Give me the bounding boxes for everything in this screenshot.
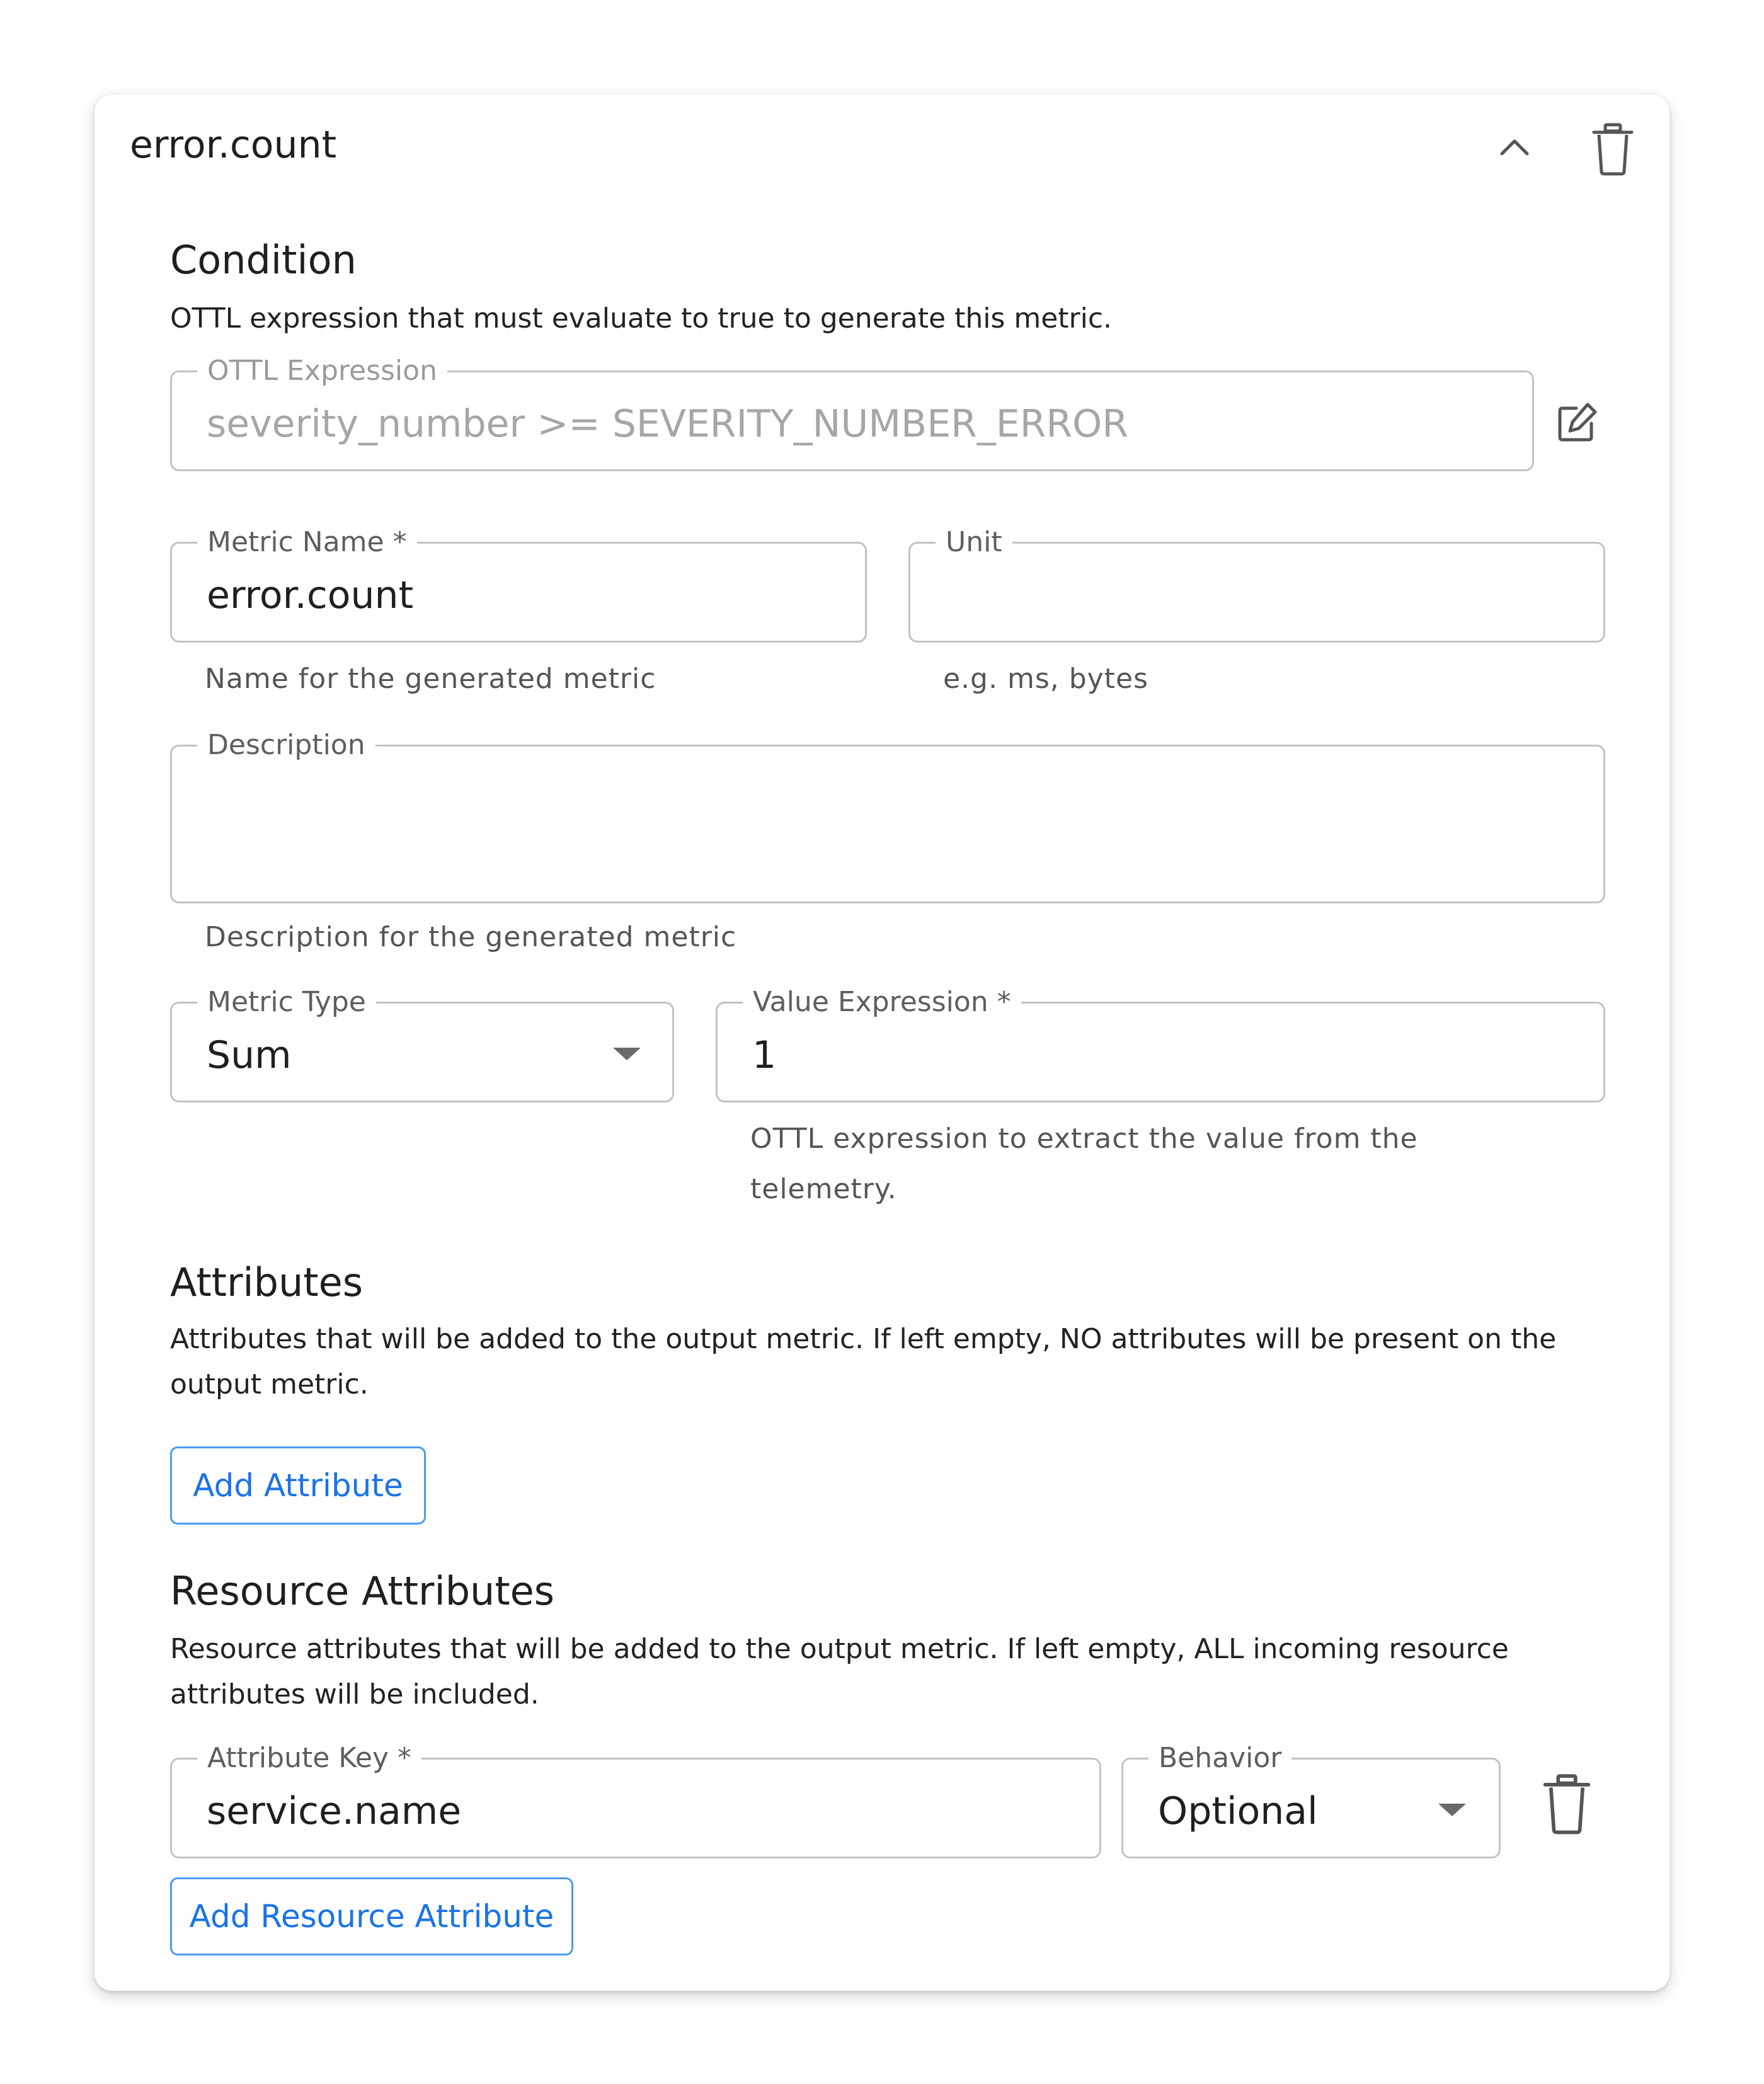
condition-description: OTTL expression that must evaluate to true to generate this metric. bbox=[170, 302, 1113, 335]
ottl-expression-value: severity_number >= SEVERITY_NUMBER_ERROR bbox=[207, 402, 1128, 446]
behavior-value: Optional bbox=[1158, 1789, 1318, 1833]
attributes-description-line1: Attributes that will be added to the output metric. If left empty, NO attributes will be present on the bbox=[170, 1323, 1557, 1355]
card-title: error.count bbox=[130, 123, 337, 167]
behavior-select[interactable] bbox=[1121, 1742, 1501, 1858]
attributes-title: Attributes bbox=[170, 1259, 364, 1305]
ottl-expression-field bbox=[170, 355, 1534, 471]
metric-card bbox=[94, 94, 1670, 1991]
add-resource-attribute-button[interactable]: Add Resource Attribute bbox=[170, 1877, 573, 1955]
resource-attributes-description-line2: attributes will be included. bbox=[170, 1678, 539, 1710]
attribute-key-value[interactable]: service.name bbox=[207, 1789, 462, 1833]
metric-name-label: Metric Name * bbox=[197, 525, 417, 560]
delete-resource-attribute-button[interactable] bbox=[1532, 1770, 1601, 1840]
description-helper: Description for the generated metric bbox=[205, 921, 737, 953]
metric-type-select[interactable] bbox=[170, 986, 674, 1102]
metric-type-value: Sum bbox=[207, 1033, 292, 1077]
dropdown-arrow-icon bbox=[613, 1048, 641, 1060]
attribute-key-label: Attribute Key * bbox=[197, 1741, 421, 1776]
metric-type-label: Metric Type bbox=[197, 985, 376, 1020]
attribute-key-field[interactable] bbox=[170, 1742, 1101, 1858]
unit-helper: e.g. ms, bytes bbox=[943, 663, 1148, 695]
resource-attributes-title: Resource Attributes bbox=[170, 1568, 555, 1614]
metric-name-value[interactable]: error.count bbox=[207, 573, 414, 617]
value-expression-value[interactable]: 1 bbox=[752, 1033, 777, 1077]
metric-name-field[interactable] bbox=[170, 526, 867, 643]
chevron-up-icon bbox=[1484, 117, 1545, 178]
value-expression-field[interactable] bbox=[716, 986, 1605, 1102]
metric-name-helper: Name for the generated metric bbox=[205, 663, 656, 695]
trash-icon bbox=[1532, 1770, 1601, 1840]
description-field[interactable] bbox=[170, 729, 1605, 903]
ottl-expression-label: OTTL Expression bbox=[197, 353, 447, 389]
edit-condition-button[interactable] bbox=[1551, 398, 1601, 449]
value-expression-helper-line1: OTTL expression to extract the value from the bbox=[750, 1123, 1418, 1155]
collapse-button[interactable] bbox=[1484, 117, 1545, 178]
delete-metric-button[interactable] bbox=[1583, 120, 1643, 180]
resource-attributes-description-line1: Resource attributes that will be added to the output metric. If left empty, ALL incoming resource bbox=[170, 1633, 1509, 1665]
condition-title: Condition bbox=[170, 237, 357, 283]
trash-icon bbox=[1583, 120, 1643, 180]
add-attribute-button[interactable]: Add Attribute bbox=[170, 1446, 426, 1525]
behavior-label: Behavior bbox=[1148, 1741, 1292, 1776]
unit-label: Unit bbox=[936, 525, 1012, 560]
attributes-description-line2: output metric. bbox=[170, 1368, 369, 1400]
description-label: Description bbox=[197, 728, 375, 763]
unit-field[interactable] bbox=[908, 526, 1605, 643]
value-expression-helper-line2: telemetry. bbox=[750, 1173, 897, 1205]
edit-icon bbox=[1551, 398, 1601, 449]
value-expression-label: Value Expression * bbox=[743, 985, 1021, 1020]
dropdown-arrow-icon bbox=[1438, 1804, 1466, 1816]
